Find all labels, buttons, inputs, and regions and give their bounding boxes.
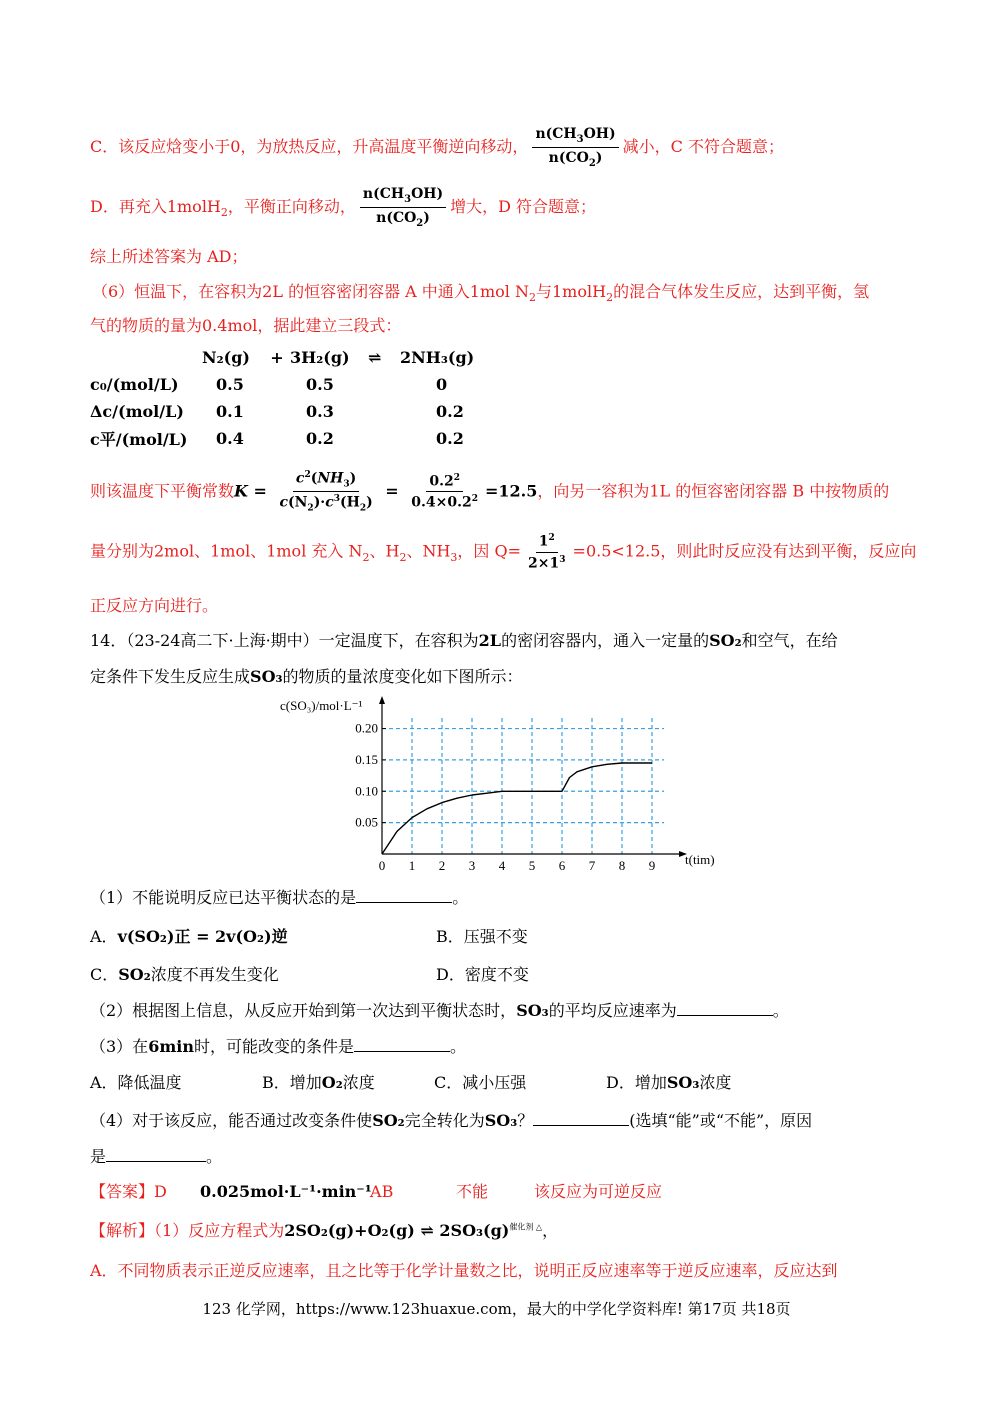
q14-option-a: A．v(SO₂)正 = 2v(O₂)逆 bbox=[90, 927, 288, 946]
x-tick-label: 7 bbox=[588, 858, 596, 873]
table-cell: 0.2 bbox=[436, 402, 464, 421]
option-d-conclusion: 增大，D 符合题意； bbox=[450, 196, 597, 216]
x-tick-label: 6 bbox=[558, 858, 566, 873]
analysis-line: 【解析】（1）反应方程式为2SO₂(g)+O₂(g) ⇌ $2SO_3(g)^{催化剂 \triangle}$， bbox=[90, 1221, 559, 1240]
table-header-row bbox=[90, 344, 490, 371]
option-c-line bbox=[90, 126, 784, 169]
table-header-cell: ⇌ bbox=[368, 348, 382, 367]
part6-line1: （6）恒温下，在容积为2L 的恒容密闭容器 A 中通入1mol $N_2$与1molH$_2$的混合气体发生反应，达到平衡，氢 bbox=[92, 282, 870, 305]
x-tick-label: 0 bbox=[378, 858, 386, 873]
y-axis-label: c(SO₃)/mol·L⁻¹ bbox=[280, 698, 363, 713]
table-row bbox=[90, 398, 490, 425]
option-d-line: D．再充入1molH$_2$，平衡正向移动， $\frac{n(CH_3OH)}{n(CO_2)}$ 增大，D 符合题意； bbox=[90, 186, 597, 229]
table-cell: 0.2 bbox=[306, 429, 334, 448]
k-line: 则该温度下平衡常数K = $\frac{c^2(NH_3)}{c(N_2)\cdot c^3(H_2)}$ = $\frac{0.2^2}{0.4\times 0.2^2}$ =12.5，向另一容积为1L 的恒容密闭容器 B 中按物质的 bbox=[90, 470, 890, 514]
table-cell: 0.5 bbox=[306, 375, 334, 394]
table-cell: 0 bbox=[436, 375, 448, 394]
q14-part3: （3）在6min时，可能改变的条件是 。 bbox=[90, 1037, 466, 1056]
row-label: Δc/(mol/L) bbox=[90, 402, 184, 421]
table-row bbox=[90, 371, 490, 398]
y-tick-label: 0.20 bbox=[355, 720, 378, 736]
q14-option-b: B．压强不变 bbox=[436, 927, 528, 946]
option-c-text: C．该反应焓变小于0，为放热反应，升高温度平衡逆向移动， bbox=[90, 136, 529, 156]
q-conclusion: 正反应方向进行。 bbox=[90, 596, 219, 615]
table-cell: 0.4 bbox=[216, 429, 244, 448]
chart-grid bbox=[382, 718, 664, 854]
table-row bbox=[90, 425, 490, 452]
q14-part2: （2）根据图上信息，从反应开始到第一次达到平衡状态时，SO₃的平均反应速率为 。 bbox=[90, 1001, 789, 1020]
ratio-fraction: $\frac{n(CH_3OH)}{n(CO_2)}$ bbox=[532, 126, 618, 169]
analysis-a: A．不同物质表示正逆反应速率，且之比等于化学计量数之比，说明正反应速率等于逆反应速率，反应达到 bbox=[90, 1261, 838, 1280]
y-axis-arrow bbox=[379, 696, 385, 704]
table-header-cell: + bbox=[270, 348, 284, 367]
page-footer: 123 化学网，https://www.123huaxue.com，最大的中学化学资料库! 第17页 共18页 bbox=[202, 1300, 791, 1318]
x-tick-label: 9 bbox=[648, 858, 656, 873]
x-tick-label: 2 bbox=[438, 858, 446, 873]
x-tick-label: 5 bbox=[528, 858, 536, 873]
ratio-fraction: $\frac{n(CH_3OH)}{n(CO_2)}$ bbox=[360, 186, 446, 229]
x-tick-label: 4 bbox=[498, 858, 506, 873]
q-line: 量分别为2mol、1mol、1mol 充入 $N_2$、$H_2$、$NH_3$，因 Q= $\frac{1^2}{2\times 1^3}$ =0.5<12.5，则此时反应没有达到平衡，反应向 bbox=[90, 533, 917, 572]
answer-blank[interactable] bbox=[354, 1051, 450, 1052]
table-cell: 0.3 bbox=[306, 402, 334, 421]
row-label: c平/(mol/L) bbox=[90, 430, 188, 449]
q-fraction: $\frac{1^2}{2\times 1^3}$ bbox=[528, 533, 566, 572]
x-tick-label: 8 bbox=[618, 858, 626, 873]
chart-labels bbox=[280, 698, 715, 873]
answer-blank[interactable] bbox=[533, 1125, 629, 1126]
option-d-text: D．再充入1molH bbox=[90, 196, 221, 216]
x-tick-label: 3 bbox=[468, 858, 476, 873]
table-header-cell: N₂(g) bbox=[202, 348, 250, 367]
answer-line: 【答案】D 0.025mol·L⁻¹·min⁻¹AB 不能 该反应为可逆反应 bbox=[90, 1182, 663, 1201]
three-stage-table bbox=[90, 344, 490, 452]
q14-part4-line2: 是 。 bbox=[90, 1147, 223, 1166]
answer-blank[interactable] bbox=[356, 902, 452, 903]
y-tick-label: 0.10 bbox=[355, 783, 378, 799]
chart-curves bbox=[382, 763, 652, 854]
table-header-cell: 3H₂(g) bbox=[290, 348, 350, 367]
q14-intro-line2: 定条件下发生反应生成SO₃的物质的量浓度变化如下图所示： bbox=[90, 667, 523, 686]
table-cell: 0.2 bbox=[436, 429, 464, 448]
answer-blank[interactable] bbox=[677, 1015, 773, 1016]
answer-blank[interactable] bbox=[106, 1161, 206, 1162]
k-fraction: $\frac{c^2(NH_3)}{c(N_2)\cdot c^3(H_2)}$ bbox=[279, 470, 373, 514]
so3-concentration-chart bbox=[270, 696, 720, 876]
table-header-cell: 2NH₃(g) bbox=[400, 348, 475, 367]
answer-label: 【答案】 bbox=[90, 1182, 155, 1201]
q14-option-d: D．密度不变 bbox=[436, 965, 529, 984]
option-c-conclusion: 减小，C 不符合题意； bbox=[622, 136, 784, 156]
part6-line2: 气的物质的量为0.4mol，据此建立三段式： bbox=[90, 316, 402, 335]
concentration-curve bbox=[562, 763, 652, 791]
chart-axes bbox=[379, 696, 687, 857]
analysis-label: 【解析】 bbox=[90, 1221, 155, 1240]
table-cell: 0.1 bbox=[216, 402, 244, 421]
q14-option-c: C．SO₂浓度不再发生变化 bbox=[90, 965, 279, 984]
x-tick-label: 1 bbox=[408, 858, 416, 873]
q14-part4: （4）对于该反应，能否通过改变条件使SO₂完全转化为SO₃？ (选填“能”或“不能”，原因 bbox=[90, 1111, 813, 1130]
summary-line: 综上所述答案为 AD； bbox=[90, 247, 248, 266]
k-value-fraction: $\frac{0.2^2}{0.4\times 0.2^2}$ bbox=[411, 472, 478, 512]
q14-part1: （1）不能说明反应已达平衡状态的是 。 bbox=[90, 888, 469, 907]
row-label: c₀/(mol/L) bbox=[90, 375, 179, 394]
y-tick-label: 0.05 bbox=[355, 814, 378, 830]
y-tick-label: 0.15 bbox=[355, 751, 378, 767]
q14-part3-options: A．降低温度 B．增加O₂浓度 C．减小压强 D．增加SO₃浓度 bbox=[90, 1073, 732, 1092]
q14-intro-line1: 14．（23-24高二下·上海·期中）一定温度下，在容积为2L的密闭容器内，通入一定量的SO₂和空气，在给 bbox=[90, 631, 838, 650]
table-cell: 0.5 bbox=[216, 375, 244, 394]
x-axis-label: t(tim) bbox=[685, 852, 715, 867]
